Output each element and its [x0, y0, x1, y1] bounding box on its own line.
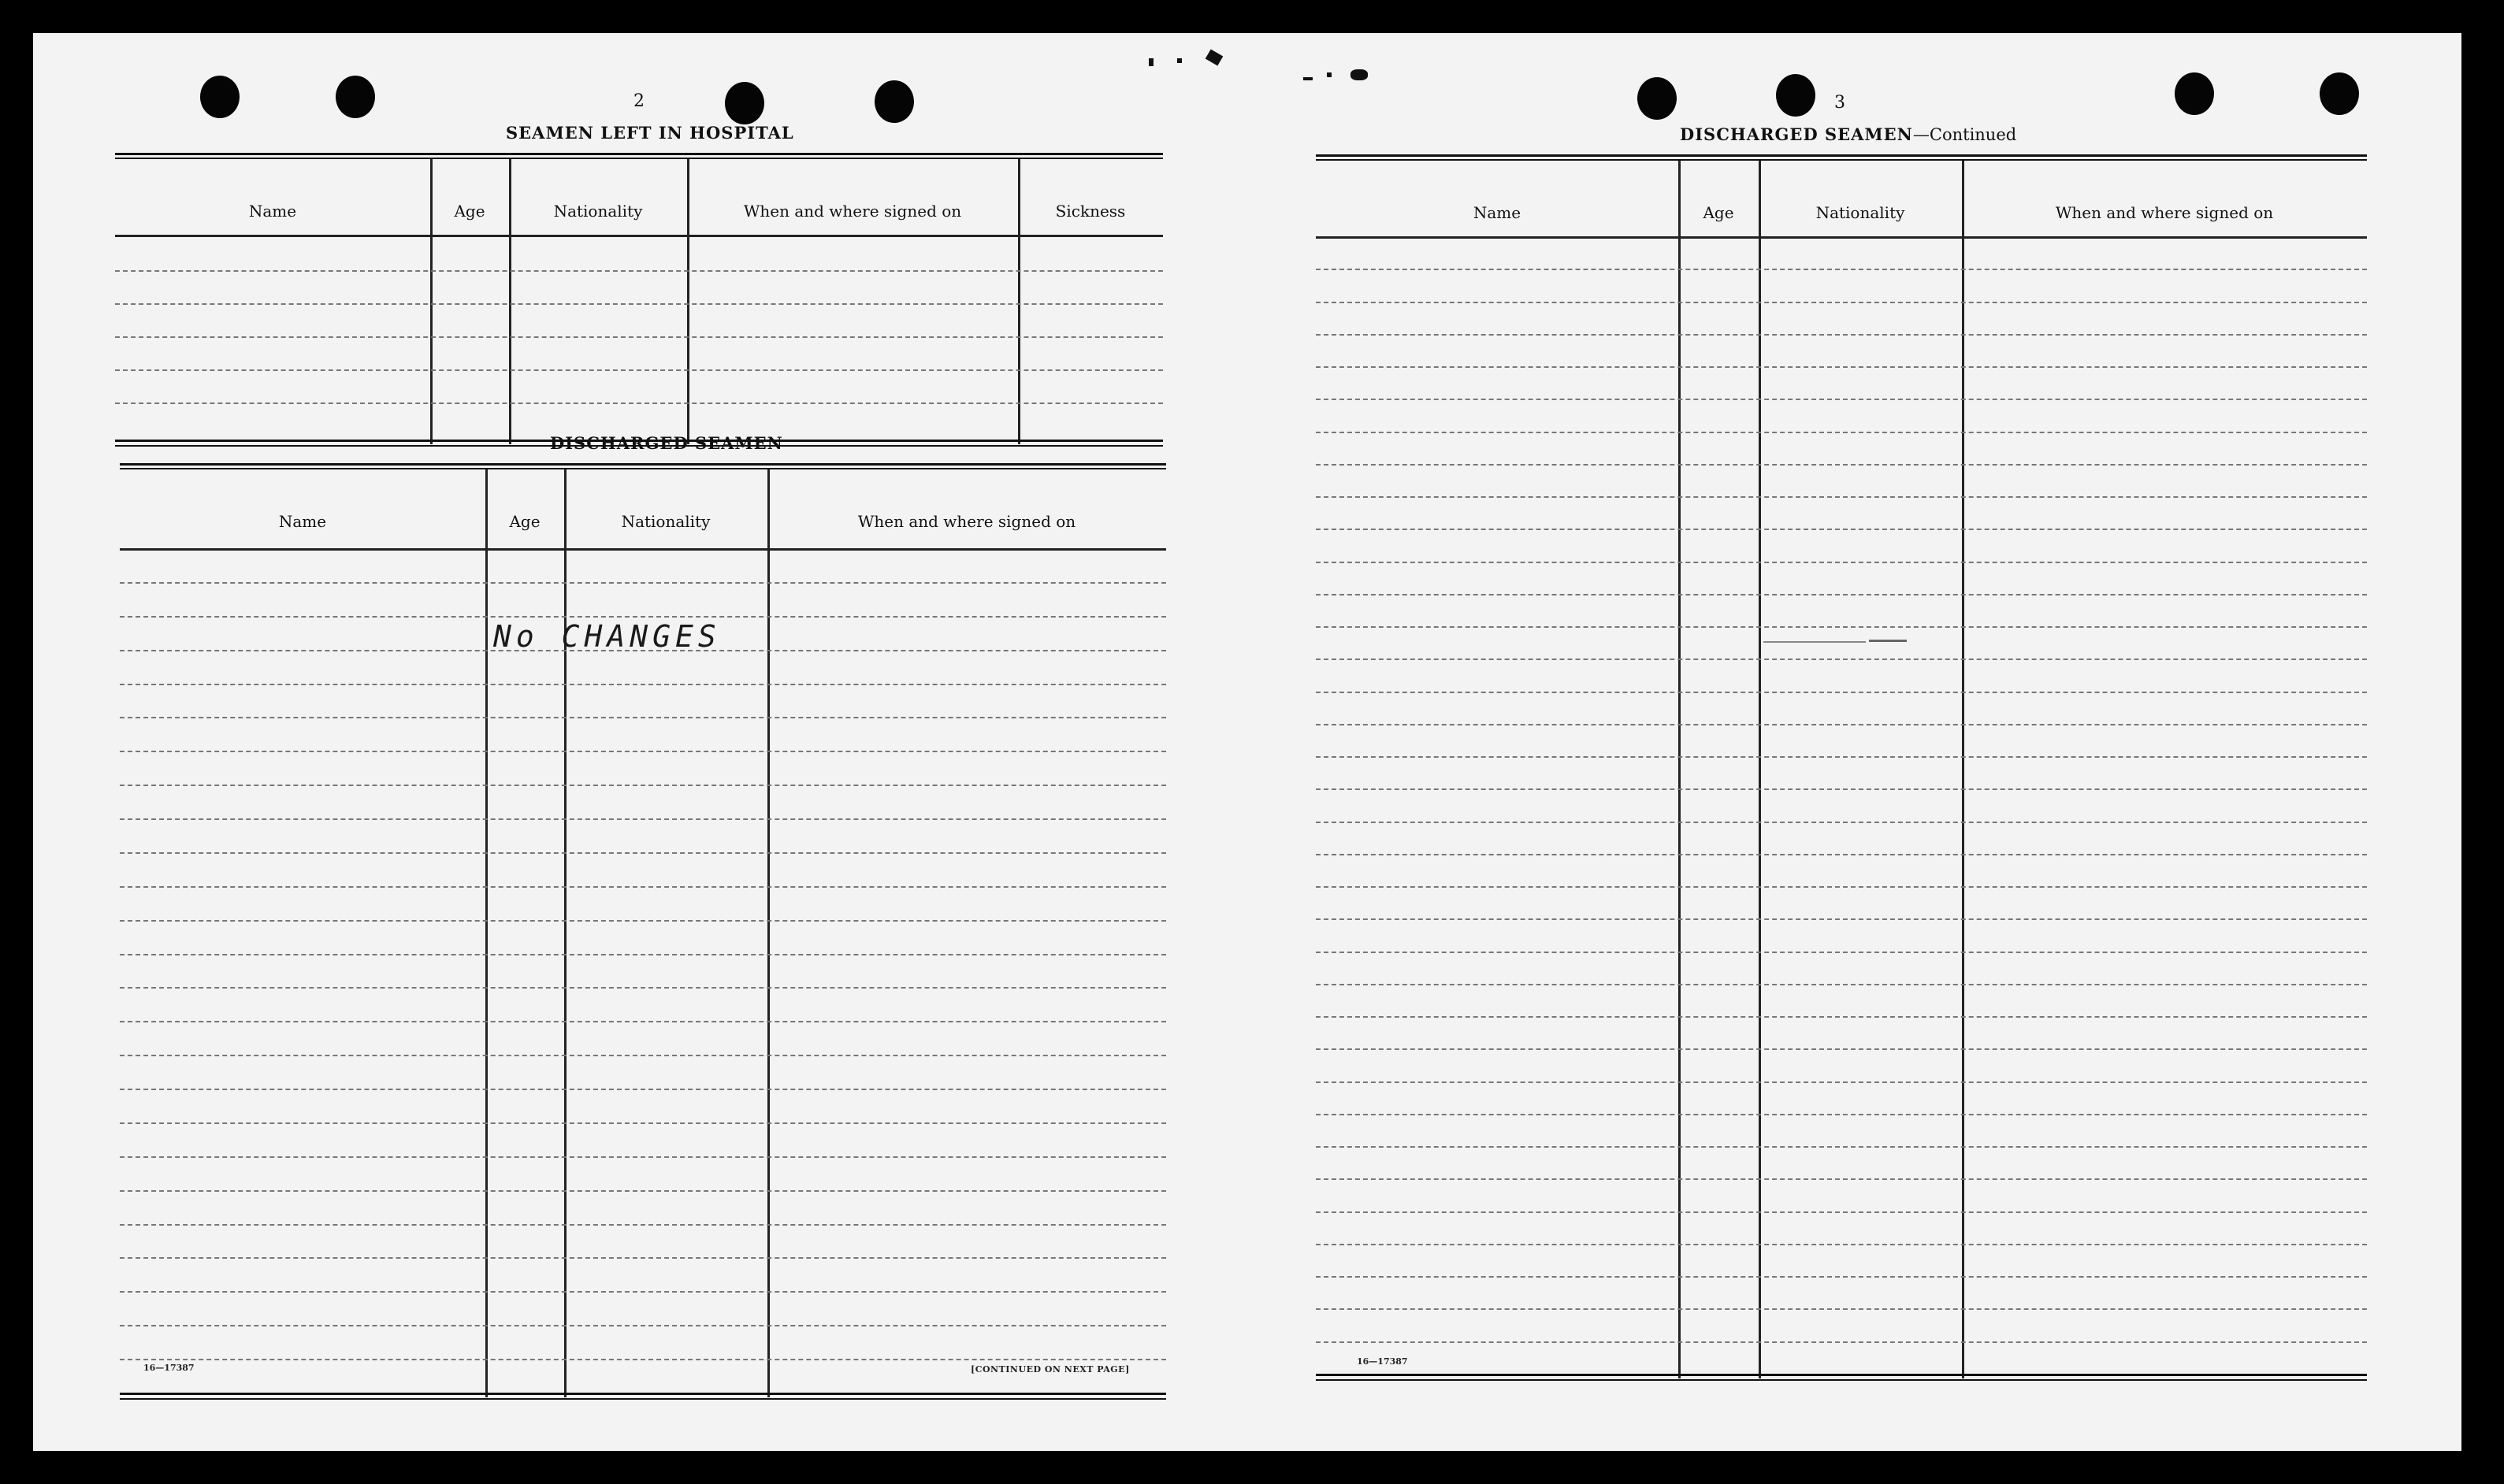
table-row-line — [1316, 1211, 2367, 1213]
table-row-line — [1316, 1048, 2367, 1050]
table-row-line — [1316, 496, 2367, 498]
table-row-line — [1316, 952, 2367, 953]
column-header-name: Name — [1473, 203, 1521, 222]
table-row-line — [120, 1325, 1166, 1326]
table-row-line — [1316, 594, 2367, 595]
column-header-age: Age — [454, 202, 485, 221]
column-header-nationality: Nationality — [621, 512, 711, 531]
table-row-line — [1316, 399, 2367, 400]
table-row-line — [120, 920, 1166, 922]
table-row-line — [1316, 562, 2367, 563]
table-row-line — [1316, 659, 2367, 660]
table-row-line — [1316, 626, 2367, 628]
punch-hole — [336, 76, 375, 118]
punch-hole — [725, 82, 764, 124]
ink-mark — [1303, 77, 1313, 80]
table-row-line — [120, 886, 1166, 888]
table-row-line — [120, 1089, 1166, 1090]
column-header-name: Name — [278, 512, 327, 531]
table-row-line — [1316, 464, 2367, 466]
table-row-line — [120, 1122, 1166, 1124]
table-row-line — [1316, 1276, 2367, 1278]
table-row-line — [120, 582, 1166, 584]
discharged-table-right — [1316, 154, 2367, 1383]
table-row-line — [1316, 529, 2367, 530]
table-row-line — [120, 1359, 1166, 1360]
ink-mark — [1763, 641, 1866, 643]
table-row-line — [1316, 692, 2367, 693]
section-title-main: DISCHARGED SEAMEN — [1680, 124, 1913, 144]
table-row-line — [120, 751, 1166, 752]
table-row-line — [1316, 1308, 2367, 1310]
document-sheet — [33, 33, 2461, 1451]
table-row-line — [120, 987, 1166, 989]
table-row-line — [1316, 1114, 2367, 1115]
punch-hole — [875, 80, 914, 123]
ink-mark — [1869, 640, 1907, 642]
table-row-line — [1316, 1178, 2367, 1180]
table-row-line — [120, 1021, 1166, 1022]
table-row-line — [120, 1190, 1166, 1192]
table-row-line — [120, 1156, 1166, 1158]
table-row-line — [1316, 366, 2367, 368]
table-row-line — [1316, 1244, 2367, 1245]
form-number: 16—17387 — [143, 1363, 195, 1373]
table-row-line — [1316, 918, 2367, 920]
column-header-age: Age — [509, 512, 541, 531]
table-row-line — [1316, 1081, 2367, 1083]
ink-mark — [1327, 72, 1332, 77]
punch-hole — [200, 76, 240, 118]
ink-mark — [1149, 58, 1154, 66]
table-row-line — [1316, 984, 2367, 985]
section-title-suffix: —Continued — [1912, 125, 2017, 144]
table-row-line — [120, 1291, 1166, 1293]
table-row-line — [120, 684, 1166, 685]
table-row-line — [120, 717, 1166, 718]
table-row-line — [1316, 432, 2367, 433]
column-header-signed-on: When and where signed on — [2055, 203, 2274, 222]
punch-hole — [1776, 74, 1815, 117]
page-number: 3 — [1834, 93, 1845, 113]
table-row-line — [120, 1055, 1166, 1056]
column-header-signed-on: When and where signed on — [743, 202, 962, 221]
column-header-signed-on: When and where signed on — [857, 512, 1076, 531]
column-header-nationality: Nationality — [553, 202, 643, 221]
hospital-table — [115, 153, 1163, 447]
handwritten-note: No CHANGES — [493, 619, 721, 654]
section-title — [1680, 124, 2016, 144]
table-row-line — [1316, 854, 2367, 855]
ink-mark — [1350, 69, 1368, 80]
ink-mark — [1206, 49, 1224, 65]
table-row-line — [120, 616, 1166, 618]
continued-note: [CONTINUED ON NEXT PAGE] — [971, 1364, 1130, 1375]
table-row-line — [1316, 269, 2367, 270]
form-number: 16—17387 — [1357, 1356, 1408, 1367]
discharged-table-left — [120, 463, 1166, 1402]
punch-hole — [2175, 72, 2214, 115]
table-row-line — [120, 818, 1166, 820]
column-header-name: Name — [248, 202, 297, 221]
page-number: 2 — [633, 91, 645, 111]
table-row-line — [1316, 1146, 2367, 1148]
punch-hole — [2320, 72, 2359, 115]
table-row-line — [1316, 724, 2367, 725]
punch-hole — [1637, 77, 1677, 120]
table-row-line — [120, 852, 1166, 854]
table-row-line — [1316, 1341, 2367, 1343]
column-header-age: Age — [1703, 203, 1734, 222]
table-row-line — [1316, 334, 2367, 336]
section-title: DISCHARGED SEAMEN — [550, 433, 783, 453]
section-title: SEAMEN LEFT IN HOSPITAL — [506, 123, 794, 143]
table-row-line — [1316, 788, 2367, 790]
table-row-line — [1316, 886, 2367, 888]
table-row-line — [1316, 822, 2367, 823]
table-row-line — [120, 1224, 1166, 1226]
table-row-line — [1316, 756, 2367, 758]
column-header-nationality: Nationality — [1815, 203, 1905, 222]
table-row-line — [1316, 302, 2367, 303]
column-header-sickness: Sickness — [1055, 202, 1126, 221]
table-row-line — [1316, 1016, 2367, 1018]
table-row-line — [120, 1257, 1166, 1259]
table-row-line — [120, 954, 1166, 955]
ink-mark — [1177, 58, 1182, 63]
table-row-line — [120, 785, 1166, 786]
